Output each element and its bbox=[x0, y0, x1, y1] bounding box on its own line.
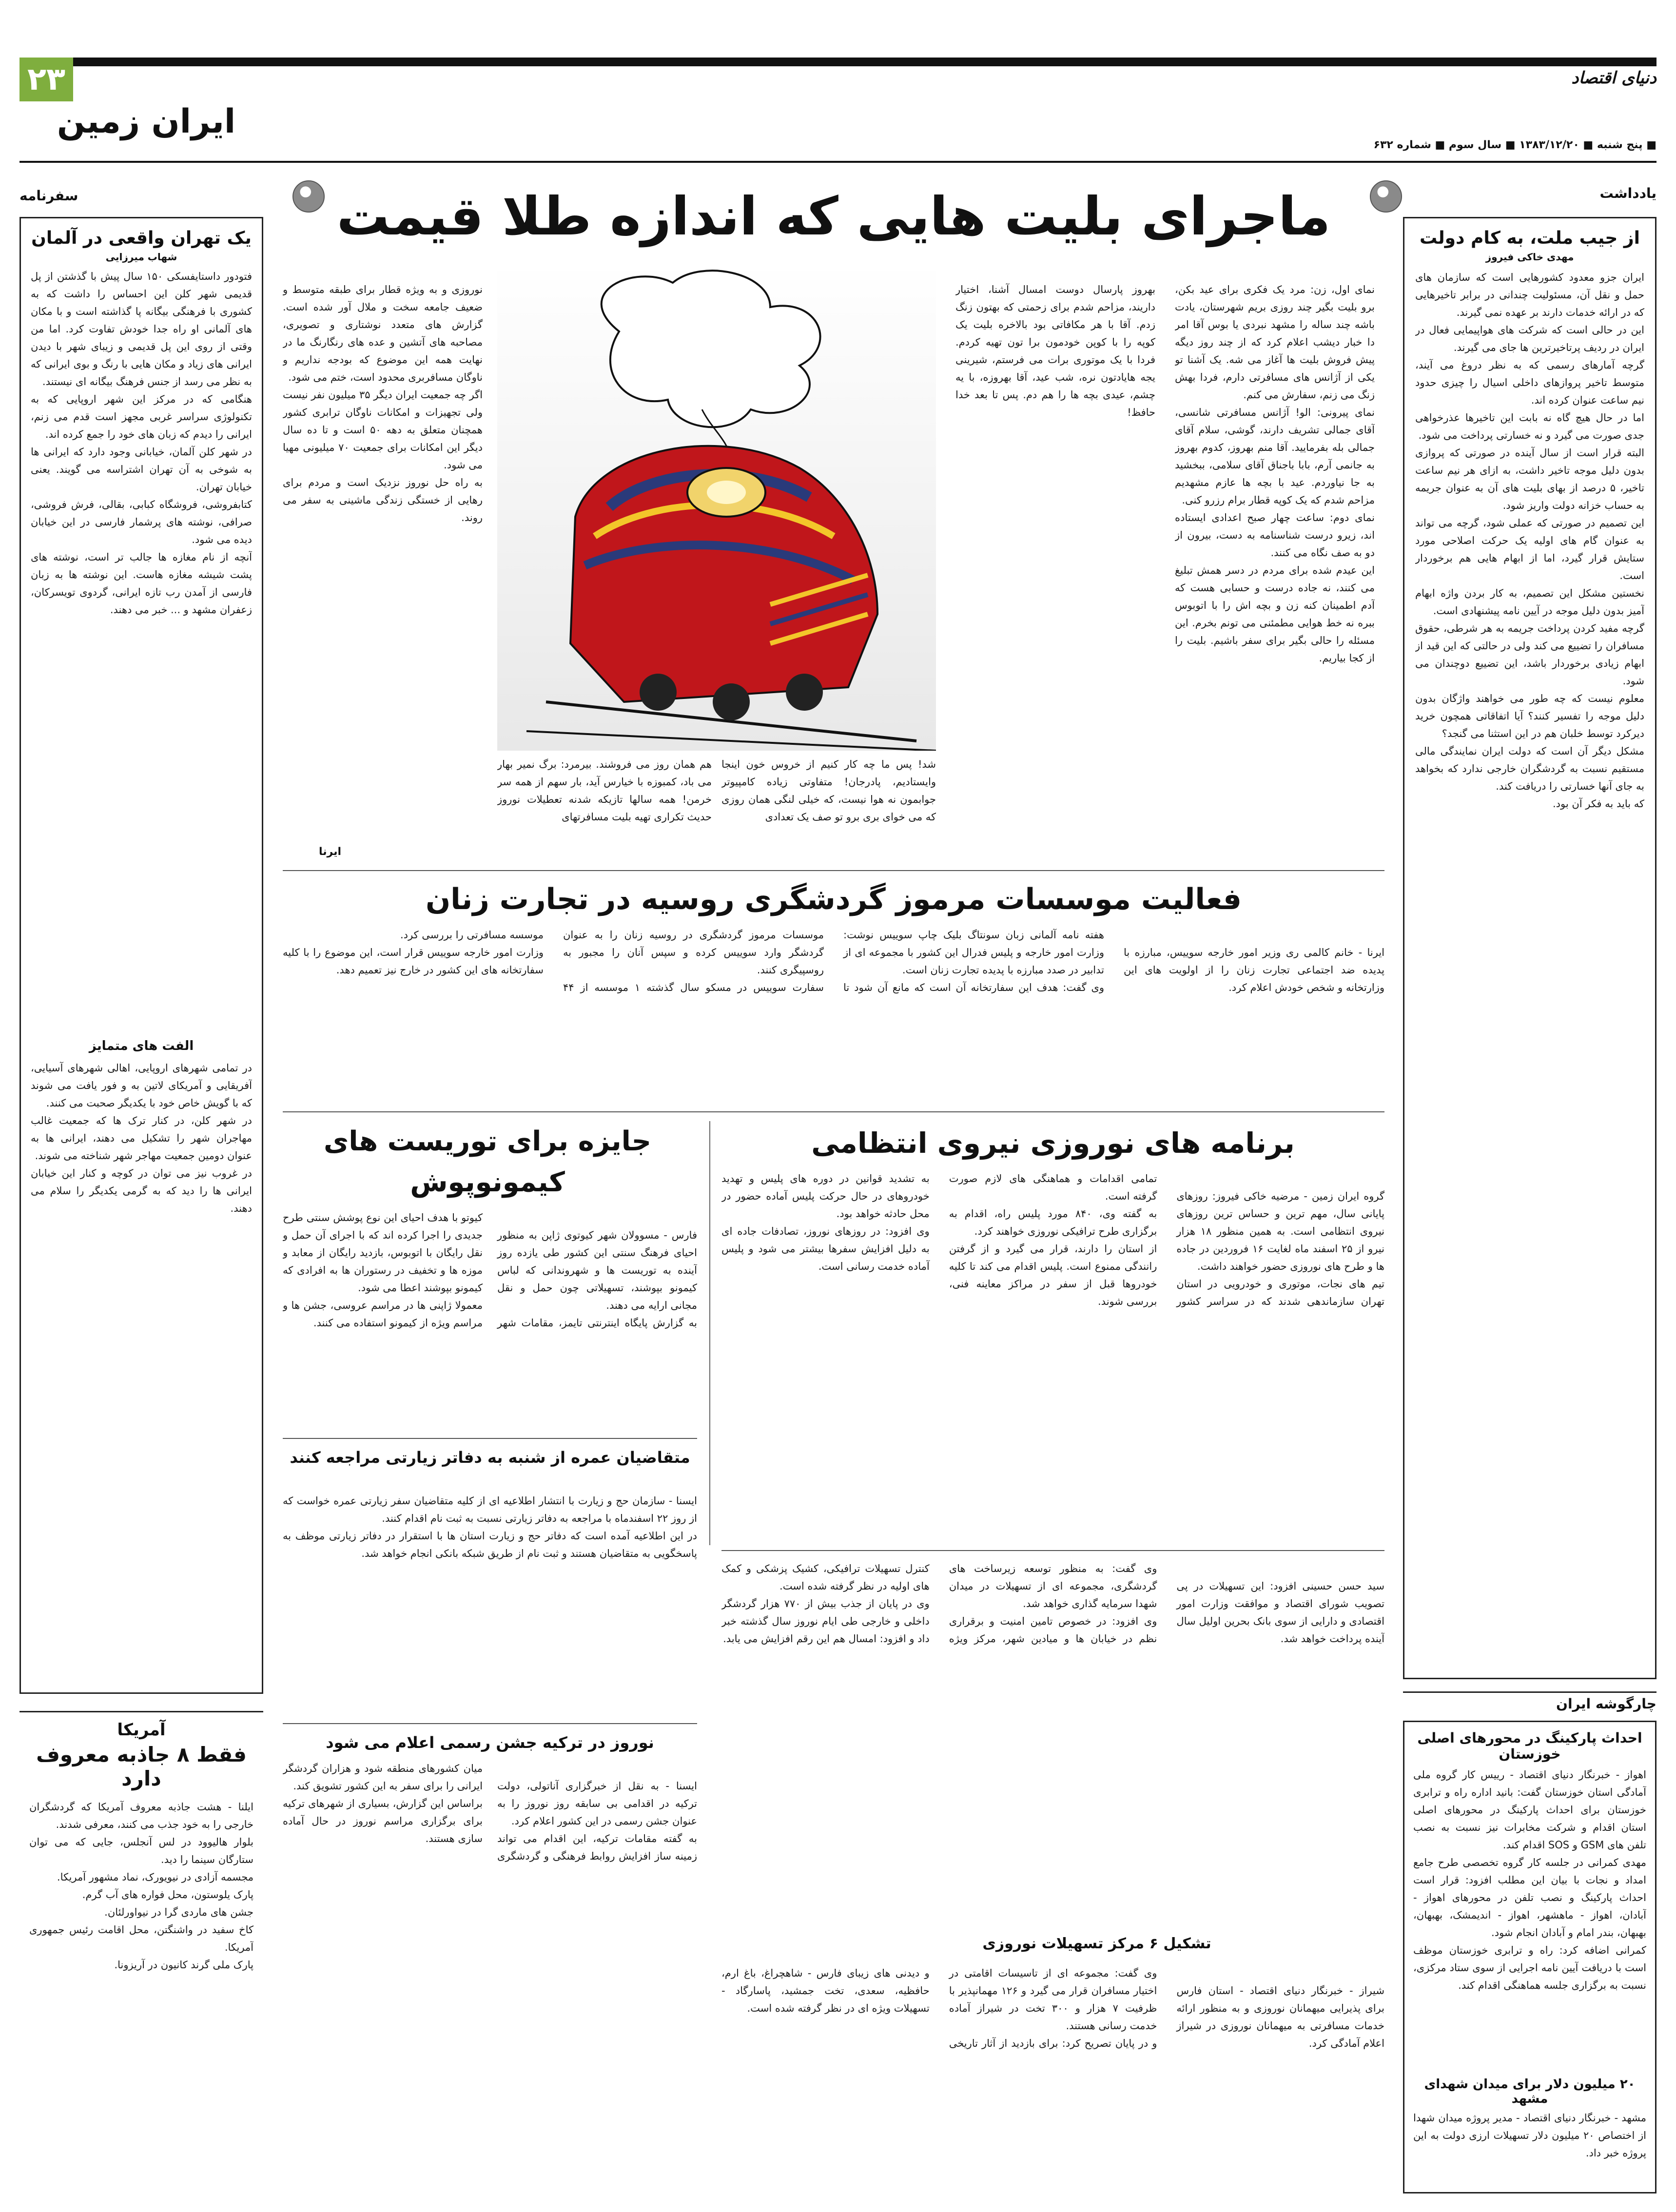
chaharguesheh-title-2: ۲۰ میلیون دلار برای میدان شهدای مشهد bbox=[1424, 2077, 1636, 2106]
section-title-text: ایران زمین bbox=[57, 102, 236, 141]
tail-signoff bbox=[283, 846, 341, 862]
turkey-body-text: ایسنا - به نقل از خبرگزاری آناتولی، دولت ترکیه در اقدامی بی سابقه روز نوروز را به عنوان جشن رسمی در این کشور اعلام کرد. به گفته مقامات ترکیه، این اقدام می تواند زمینه ساز افزایش روابط فرهنگی و گردشگری میان کشورهای منطقه شود و هزاران گردشگر ایرانی را برای سفر به این کشور تشویق کند. براساس این گزارش، بسیاری از شهرهای ترکیه برای برگزاری مراسم نوروز در حال آماده سازی هستند. bbox=[283, 1763, 697, 1862]
america-body: ایلنا - هشت جاذبه معروف آمریکا که گردشگران خارجی را به خود جذب می کنند، معرفی شدند. بلوار هالیوود در لس آنجلس، جایی که می توان ستارگان سینما را دید. مجسمه آزادی در نیویورک، نماد مشهور آمریکا. پارک یلوستون، محل فواره های آب گرم. جشن های ماردی گرا در نیواورلئان. کاخ سفید در واشنگتن، محل اقامت رئیس جمهوری آمریکا. پارک ملی گرند کانیون در آریزونا. bbox=[29, 1801, 253, 1971]
america-box bbox=[19, 1711, 263, 2193]
safarnameh-body-2: در تمامی شهرهای اروپایی، اهالی شهرهای آسیایی، آفریقایی و آمریکای لاتین به و فور یافت می شوند که با گویش خاص خود با یکدیگر صحبت می کنند. در شهر کلن، در کنار ترک ها که جمعیت غالب مهاجران شهر را تشکیل می دهند، ایرانی ها به عنوان دومین جمعیت مهاجر شهر شناخته می شوند. در غروب نیز می توان در کوچه و کنار این خیابان ایرانی ها را دید که به گرمی یکدیگر را سلام می دهند. bbox=[31, 1062, 252, 1214]
main-col-left bbox=[283, 263, 483, 858]
editorial-label-text: یادداشت bbox=[1599, 185, 1657, 201]
divider-5 bbox=[721, 1550, 1384, 1551]
main-headline-text: ماجرای بلیت هایی که اندازه طلا قیمت bbox=[336, 186, 1331, 247]
russia-body bbox=[283, 926, 1384, 1102]
kimono-headline bbox=[283, 1121, 692, 1204]
turkey-body bbox=[283, 1760, 697, 2198]
umrah-body bbox=[283, 1475, 697, 1718]
dateline-text: ■ پنج شنبه ■ ۱۳۸۳/۱۲/۲۰ ■ سال سوم ■ شماره ۶۳۲ bbox=[1373, 139, 1657, 151]
tail-col-a-text: شد! پس ما چه کار کنیم از خروس خون اینجا وایستادیم، پادرجان! متفاوتی زیاده کامپیوتر جوابمون نه هوا نیست، که خیلی لنگی همان روزی که می خوای بری برو تو صف یک تعدادی bbox=[721, 758, 936, 823]
police-headline bbox=[721, 1121, 1384, 1165]
police-body bbox=[721, 1170, 1384, 1545]
jahesh-body bbox=[721, 1560, 1384, 1930]
section-title bbox=[29, 93, 263, 151]
jahesh-subhead bbox=[975, 1935, 1219, 1960]
dateline bbox=[1218, 139, 1657, 158]
kimono-body bbox=[283, 1209, 697, 1433]
tail-col-b bbox=[497, 756, 712, 863]
editorial-title: از جیب ملت، به کام دولت bbox=[1420, 228, 1640, 248]
safarnameh-title: یک تهران واقعی در آلمان bbox=[31, 228, 252, 248]
america-title: فقط ۸ جاذبه معروف دارد bbox=[36, 1743, 247, 1790]
jahesh-subhead-text: تشکیل ۶ مرکز تسهیلات نوروزی bbox=[982, 1935, 1211, 1952]
chaharguesheh-label bbox=[1403, 1691, 1657, 1716]
safarnameh-body: فتودور داستایفسکی ۱۵۰ سال پیش با گذشتن از پل قدیمی شهر کلن این احساس را داشت که به کشوری با فرهنگی بیگانه پا گذاشته است و با مکان های آلمانی او راه جدا خودش تفاوت کرد. اما من وقتی از روی این پل قدیمی و زیبای شهر با دیدن ایرانی های زیاد و مکان هایی با رنگ و بوی ایرانی که به نظر می رسد از جنس فرهنگ بیگانه ای نیستند. هنگامی که در مرکز این شهر اروپایی که به تکنولوژی سراسر غربی مجهز است قدم می زنم، ایرانی را دیدم که زبان های خود را جمع کرده اند. در شهر کلن آلمان، خیابانی وجود دارد که ایرانی ها به شوخی به آن تهران اشتراسه می گویند. یعنی خیابان تهران. کتابفروشی، فروشگاه کبابی، بقالی، فرش فروشی، صرافی، نوشته های پرشمار فارسی در این خیابان دیده می شود. آنچه از نام مغازه ها جالب تر است، نوشته های پشت شیشه مغازه هاست. این نوشته ها به زبان فارسی از آمدن رب تازه ایرانی، گردوی تویسرکان، زعفران مشهد و ... خبر می دهند. bbox=[31, 271, 252, 616]
safarnameh-box bbox=[19, 217, 263, 1694]
editorial-label bbox=[1559, 185, 1657, 208]
umrah-headline bbox=[283, 1443, 697, 1472]
paper-logo bbox=[1549, 68, 1657, 97]
umrah-body-text: ایسنا - سازمان حج و زیارت با انتشار اطلاعیه ای از کلیه متقاضیان سفر زیارتی عمره خواست که از روز ۲۲ اسفندماه با مراجعه به دفاتر زیارتی نسبت به ثبت نام اقدام کنند. در این اطلاعیه آمده است که دفاتر حج و زیارت استان ها با استقرار در دفاتر زیارتی موظف به پاسخگویی به متقاضیان هستند و ثبت نام از طریق شبکه بانکی انجام خواهد شد. bbox=[283, 1495, 697, 1559]
main-col-right bbox=[1175, 263, 1375, 863]
paper-logo-text: دنیای اقتصاد bbox=[1571, 68, 1657, 88]
main-col-middle bbox=[955, 263, 1155, 863]
train-illustration bbox=[497, 263, 936, 751]
page-number: ۲۳ bbox=[27, 61, 66, 97]
safarnameh-subhead: الفت های متمایز bbox=[89, 1039, 194, 1053]
divider-3 bbox=[283, 1438, 697, 1439]
editorial-author: مهدی خاکی فیروز bbox=[1485, 251, 1574, 263]
chaharguesheh-body-1: اهواز - خبرنگار دنیای اقتصاد - رییس کار گروه ملی آمادگی استان خوزستان گفت: بانید اداره راه و ترابری خوزستان برای احداث پارکینگ در محورهای اصلی استان اقدام و شرکت مخابرات نیز نسبت به نصب تلفن های GSM و SOS اقدام کند. مهدی کمرانی در جلسه کار گروه تخصصی طرح جامع امداد و نجات با بیان این مطلب افزود: قرار است احداث پارکینگ و نصب تلفن در محورهای اهواز - آبادان، اهواز - ماهشهر، اهواز - اندیمشک، بهبهان، بهبهان، بندر امام و آبادان انجام شود. کمرانی اضافه کرد: راه و ترابری خوزستان موظف است با دریافت آیین نامه اجرایی از سوی ستاد مرکزی، نسبت به برگزاری جلسه هماهنگی اقدام کند. bbox=[1413, 1769, 1646, 1991]
masthead-rule bbox=[19, 161, 1657, 163]
divider-2 bbox=[283, 1111, 1384, 1112]
tail-col-a bbox=[721, 756, 936, 863]
tail-col-b-text: هم همان روز می فروشند. بیرمرد: برگ نمیر بهار می باد، کمبوزه با خیارس آید، بار سهم از همه سر خرمن! همه سالها تازیکه شدنه تعطیلات نوروز حدیث تکراری تهیه بلیت مسافرتهای bbox=[497, 758, 712, 823]
chaharguesheh-label-text: چارگوشه ایران bbox=[1556, 1696, 1657, 1712]
chaharguesheh-box bbox=[1403, 1721, 1657, 2193]
kimono-headline-text: جایزه برای توریست های کیمونوپوش bbox=[323, 1125, 652, 1198]
turkey-headline bbox=[283, 1728, 697, 1757]
divider-1 bbox=[283, 870, 1384, 871]
chaharguesheh-body-2: مشهد - خبرنگار دنیای اقتصاد - مدیر پروژه میدان شهدا از اختصاص ۲۰ میلیون دلار تسهیلات ارزی دولت به این پروژه خبر داد. bbox=[1413, 2112, 1646, 2159]
main-col-left-text: نوروزی و به ویژه قطار برای طبقه متوسط و ضعیف جامعه سخت و ملال آور شده است. گزارش های متعدد نوشتاری و تصویری، مصاحبه های آتشین و عده های رنگارنگ ما در نهایت همه این موضوع که بودجه نداریم و ناوگان مسافربری محدود است، ختم می شود. اگر چه جمعیت ایران دیگر ۳۵ میلیون نفر نیست ولی تجهیزات و امکانات ناوگان ترابری کشور همچنان متعلق به دهه ۵۰ است و تا ده سال دیگر این امکانات برای جمعیت ۷۰ میلیونی مهیا می شود. به راه حل نوروز نزدیک است و مردم برای رهایی از خستگی زندگی ماشینی به سفر می روند. bbox=[283, 284, 483, 524]
top-rule bbox=[19, 58, 1657, 66]
police-body-text: گروه ایران زمین - مرضیه خاکی فیروز: روزهای پایانی سال، مهم ترین و حساس ترین روزهای نیروی انتظامی است. به همین منظور ۱۸ هزار نیرو از ۲۵ اسفند ماه لغایت ۱۶ فروردین در جاده ها و طرح های نوروزی حضور خواهند داشت. تیم های نجات، موتوری و خودرویی در استان تهران سازماندهی شدند که در سراسر کشور تمامی اقدامات و هماهنگی های لازم صورت گرفته است. به گفته وی، ۸۴۰ مورد پلیس راه، اقدام به برگزاری طرح ترافیکی نوروزی خواهند کرد. از استان را دارند، قرار می گیرد و از گرفتن رانندگی ممنوع است. پلیس اقدام می کند تا کلیه خودروها قبل از سفر در مراکز معاینه فنی، بررسی شوند. به تشدید قوانین در دوره های پلیس و تهدید خودروهای در حال حرکت پلیس آماده حضور در محل حادثه خواهد بود. وی افزود: در روزهای نوروز، تصادفات جاده ای به دلیل افزایش سفرها بیشتر می شود و پلیس آماده خدمت رسانی است. bbox=[721, 1173, 1384, 1307]
tail-signoff-text: ایرنا bbox=[318, 846, 341, 858]
safarnameh-author: شهاب میرزایی bbox=[105, 251, 177, 263]
jahesh-body-2 bbox=[721, 1964, 1384, 2193]
main-col-middle-text: بهروز پارسال دوست امسال آشنا، اختیار داریند، مزاحم شدم برای زحمتی که بهتون زنگ زدم. آقا با هر مکافاتی بود بالاخره بلیت یک کوپه را با کوپن خودمون برا تون تهیه کردم. فردا با یک موتوری برات می فرستم، شیرینی یجه هایادتون نره، شب عید، آقا بهروزه، با یه چشم، عیدی بچه ها را هم دم. پس تا بعد خدا حافظ! bbox=[955, 284, 1155, 418]
main-headline bbox=[283, 180, 1384, 253]
umrah-headline-text: متقاضیان عمره از شنبه به دفاتر زیارتی مراجعه کنند bbox=[290, 1448, 690, 1467]
kimono-body-text: فارس - مسوولان شهر کیوتوی ژاپن به منظور احیای فرهنگ سنتی این کشور طی یازده روز آینده به توریست ها و شهروندانی که لباس کیمونو بپوشند، تسهیلاتی چون حمل و نقل مجانی ارایه می دهند. به گزارش پایگاه اینترنتی تایمز، مقامات شهر کیوتو با هدف احیای این نوع پوشش سنتی طرح جدیدی را اجرا کرده اند که با اجرای آن حمل و نقل رایگان با اتوبوس، بازدید رایگان از معابد و موزه ها و تخفیف در رستوران ها به افرادی که کیمونو بپوشند اعطا می شود. معمولا ژاپنی ها در مراسم عروسی، جشن ها و مراسم ویژه از کیمونو استفاده می کنند. bbox=[283, 1212, 697, 1329]
turkey-headline-text: نوروز در ترکیه جشن رسمی اعلام می شود bbox=[326, 1733, 654, 1752]
america-country: آمریکا bbox=[117, 1720, 166, 1740]
chaharguesheh-title-1: احداث پارکینگ در محورهای اصلی خوزستان bbox=[1417, 1730, 1642, 1762]
russia-headline bbox=[283, 877, 1384, 921]
safarnameh-label-text: سفرنامه bbox=[19, 188, 78, 204]
editorial-box bbox=[1403, 217, 1657, 1679]
editorial-body: ایران جزو معدود کشورهایی است که سازمان های حمل و نقل آن، مسئولیت چندانی در برابر تاخیرهایی که در ارائه خدمات دارند بر عهده نمی گیرند. این در حالی است که شرکت های هواپیمایی فعال در ایران در ردیف پرتاخیرترین ها جای می گیرند. گرچه آمارهای رسمی که به نظر دروغ می آیند، متوسط تاخیر پروازهای داخلی اسیال را چیزی حدود نیم ساعت عنوان کرده اند. اما در حال هیچ گاه نه بابت این تاخیرها عذرخواهی جدی صورت می گیرد و نه خسارتی پرداخت می شود. البته قرار است از سال آینده در صورتی که پروازی بدون دلیل موجه تاخیر داشت، به ازای هر نیم ساعت تاخیر، ۵ درصد از بهای بلیت های آن به عنوان جریمه به حساب خزانه دولت واریز شود. این تصمیم در صورتی که عملی شود، گرچه می تواند به عنوان گام های اولیه یک حرکت اصلاحی مورد ستایش قرار گیرد، اما از ابهام هایی هم برخوردار است. نخستین مشکل این تصمیم، به کار بردن واژه ابهام آمیز بدون دلیل موجه در آیین نامه پیشنهادی است. گرچه مفید کردن پرداخت جریمه به هر شرطی، حقوق مسافران را تضییع می کند ولی در حالتی که این قید از ابهام زیادی برخوردار باشد، این تضییع دوچندان می شود. معلوم نیست که چه طور می خواهند واژگان بدون دلیل موجه را تفسیر کنند؟ آیا اتفاقاتی همچون خرید دیرکرد توسط خلبان هم در این استثنا می گنجد؟ مشکل دیگر آن است که دولت ایران نمایندگی مالی مستقیم نسبت به گردشگران خارجی ندارد که بخواهد به جای آنها خسارتی را دریافت کند. که باید به فکر آن بود. bbox=[1415, 272, 1644, 810]
safarnameh-label bbox=[19, 188, 117, 210]
main-col-right-text: نمای اول، زن: مرد یک فکری برای عید بکن، برو بلیت بگیر چند روزی بریم شهرستان، یادت باشه چند ساله را مشهد نبردی یا بوس آقا امر دا خبار دیشب اعلام کرد که از چند روز دیگه پیش فروش بلیت ها آغاز می شه. یک آشنا تو یکی از آژانس های مسافرتی دارم، فردا بهش زنگ می زنم، سفارش می کنم. نمای پیرونی: الو! آژانس مسافرتی شانسی، آقای جمالی تشریف دارند، گوشی، سلام آقای جمالی بله بفرمایید. آقا منم بهروز، کدوم بهروز به جانمی آرم، بابا باجناق آقای سلامی، ببخشید به جا نیاوردم. عید با بچه ها عازم مشهدیم مزاحم شدم که یک کوپه قطار برام رزرو کنی. نمای دوم: ساعت چهار صبح اعدادی ایستاده اند، زیرو درست شناسنامه به دست، بیرون از دو به صف نگاه می کنند. این عیدم شده برای مردم در دسر همش تبلیغ می کنند، نه جاده درست و حسابی هست که آدم اطمینان کنه زن و بچه اش را با اتوبوس ببره نه خط هوایی مطمئنی می تونم بخرم. این مسئله را حالی بگیر برای سفر باشیم. بلیت را از کجا بیاریم. bbox=[1175, 284, 1375, 664]
russia-headline-text: فعالیت موسسات مرموز گردشگری روسیه در تجارت زنان bbox=[425, 882, 1242, 916]
divider-vertical bbox=[709, 1121, 710, 1545]
russia-body-text: ایرنا - خانم کالمی ری وزیر امور خارجه سوییس، مبارزه با پدیده ضد اجتماعی تجارت زنان را از اولویت های این وزارتخانه و شخص خودش اعلام کرد. هفته نامه آلمانی زبان سونتاگ بلیک چاپ سوییس نوشت: وزارت امور خارجه و پلیس فدرال این کشور با مجموعه ای از تدابیر در صدد مبارزه با پدیده تجارت زنان است. وی گفت: هدف این سفارتخانه آن است که مانع آن شود تا موسسات مرموز گردشگری در روسیه زنان را به عنوان گردشگر وارد سوییس کرده و سپس آنان را مجبور به روسپیگری کنند. سفارت سوییس در مسکو سال گذشته ۱ موسسه از ۴۴ موسسه مسافرتی را بررسی کرد. وزارت امور خارجه سوییس قرار است، این موضوع را با کلیه سفارتخانه های این کشور در خارج نیز تعمیم دهد. bbox=[283, 929, 1384, 993]
train-illustration-svg bbox=[497, 263, 936, 751]
jahesh-body-text: سید حسن حسینی افزود: این تسهیلات در پی تصویب شورای اقتصاد و موافقت وزارت امور اقتصادی و دارایی از سوی بانک بحرین اولیل سال آینده پرداخت خواهد شد. وی گفت: به منظور توسعه زیرساخت های گردشگری، مجموعه ای از تسهیلات در میدان شهدا سرمایه گذاری خواهد شد. وی افزود: در خصوص تامین امنیت و برقراری نظم در خیابان ها و میادین شهر، مرکز ویژه کنترل تسهیلات ترافیکی، کشیک پزشکی و کمک های اولیه در نظر گرفته شده است. وی در پایان از جذب بیش از ۷۷۰ هزار گردشگر داخلی و خارجی طی ایام نوروز سال گذشته خبر داد و افزود: امسال هم این رقم افزایش می یابد. bbox=[721, 1563, 1384, 1645]
divider-4 bbox=[283, 1723, 697, 1724]
police-headline-text: برنامه های نوروزی نیروی انتظامی bbox=[811, 1126, 1295, 1160]
jahesh-body-2-text: شیراز - خبرنگار دنیای اقتصاد - استان فارس برای پذیرایی میهمانان نوروزی و به منظور ارائه خدمات مسافرتی به میهمانان نوروزی در شیراز اعلام آمادگی کرد. وی گفت: مجموعه ای از تاسیسات اقامتی در اختیار مسافران قرار می گیرد و ۱۲۶ مهمانپذیر با ظرفیت ۷ هزار و ۳۰۰ تخت در شیراز آماده خدمت رسانی هستند. و در پایان تصریح کرد: برای بازدید از آثار تاریخی و دیدنی های زیبای فارس - شاهچراغ، باغ ارم، حافظیه، سعدی، تخت جمشید، پاسارگاد - تسهیلات ویژه ای در نظر گرفته شده است. bbox=[721, 1967, 1384, 2049]
